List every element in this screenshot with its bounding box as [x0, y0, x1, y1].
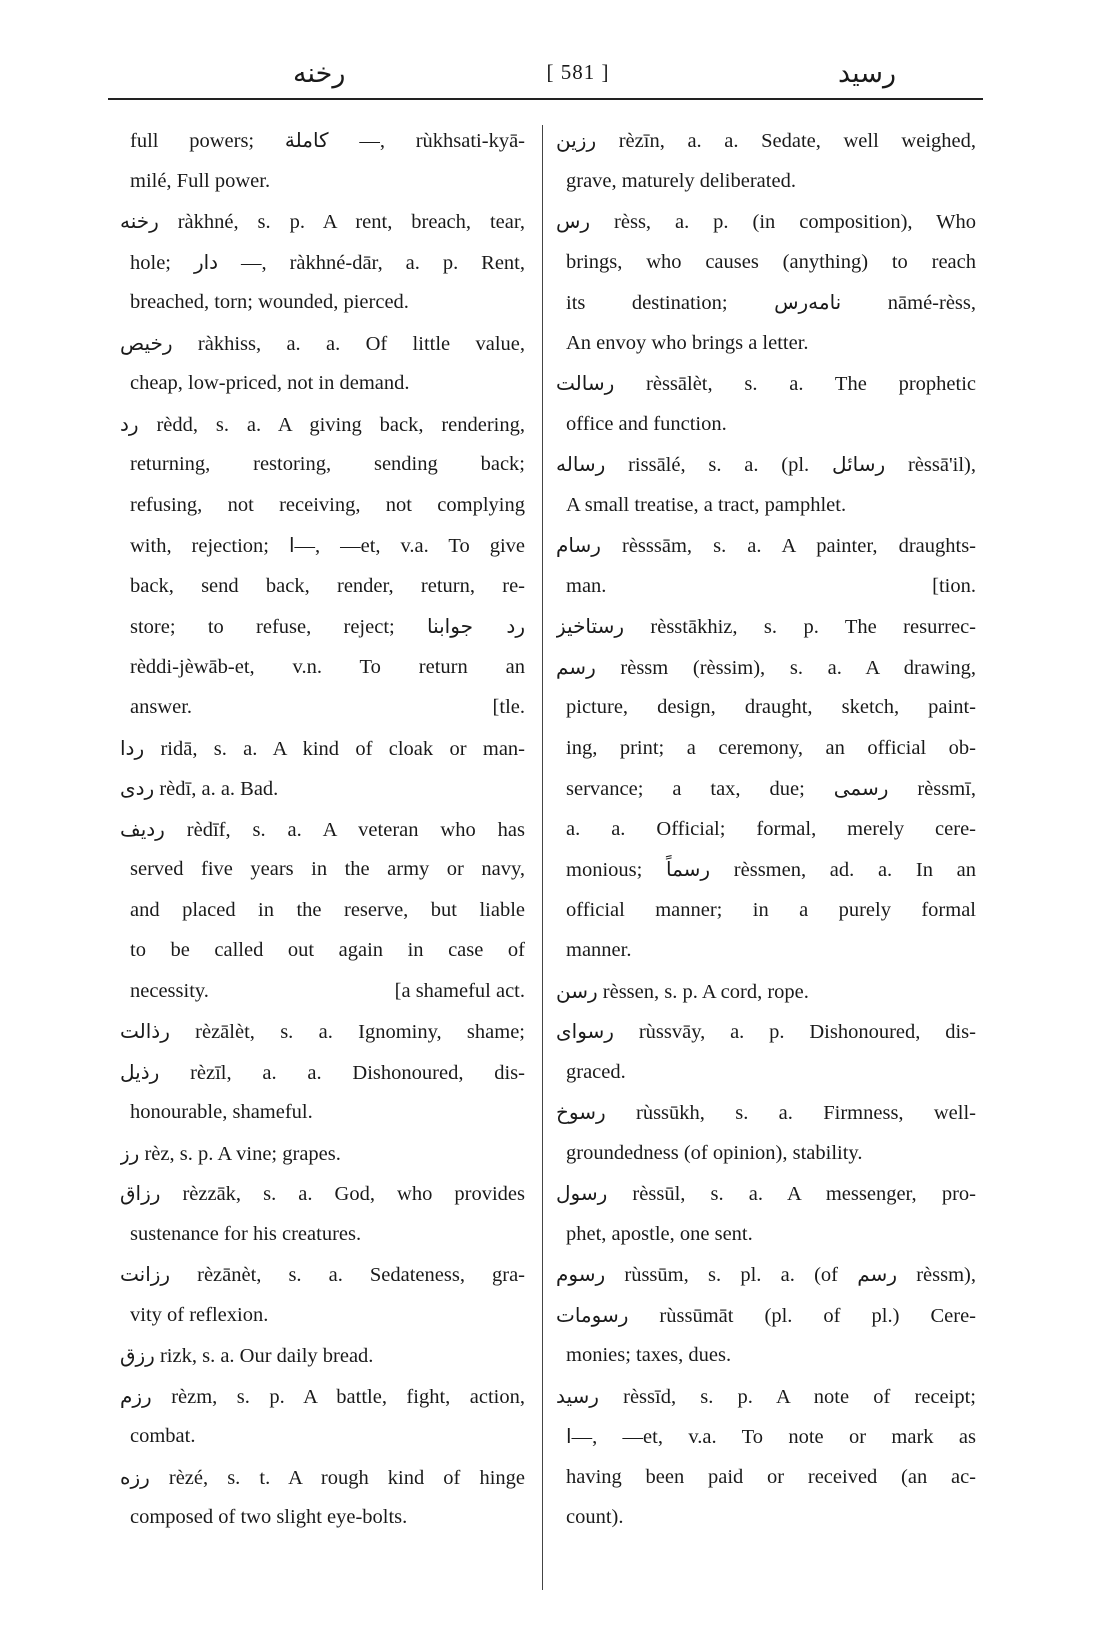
text-line: رزاق rèzzāk, s. a. God, who provides — [120, 1181, 525, 1205]
text-line: refusing, not receiving, not complying — [130, 493, 525, 516]
text-line: monious; رسماً rèssmen, ad. a. In an — [566, 857, 976, 881]
text-line: رسوخ rùssūkh, s. a. Firmness, well- — [556, 1100, 976, 1124]
text-line: milé, Full power. — [130, 169, 271, 192]
text-line: manner. — [566, 939, 632, 961]
text-line: man. [tion. — [566, 574, 976, 597]
text-line: returning, restoring, sending back; — [130, 453, 525, 475]
text-line: رستاخيز rèsstākhiz, s. p. The resurrec- — [556, 614, 976, 638]
text-line: ing, print; a ceremony, an official ob- — [566, 736, 976, 759]
text-line: cheap, low-priced, not in demand. — [130, 372, 410, 394]
text-line: back, send back, render, return, re- — [130, 574, 525, 597]
text-line: served five years in the army or navy, — [130, 858, 525, 880]
text-line: sustenance for his creatures. — [130, 1222, 362, 1245]
text-line: monies; taxes, dues. — [566, 1344, 732, 1366]
text-line: رذيل rèzīl, a. a. Dishonoured, dis- — [120, 1059, 525, 1084]
text-line: groundedness (of opinion), stability. — [566, 1141, 863, 1164]
text-line: رد rèdd, s. a. A giving back, rendering, — [120, 411, 525, 436]
text-line: store; to refuse, reject; رد جوابنا — [130, 614, 525, 638]
text-line: رسن rèssen, s. p. A cord, rope. — [556, 978, 809, 1003]
text-line: رساله rissālé, s. a. (pl. رسائل rèssā'il), — [556, 452, 976, 476]
text-line: رزم rèzm, s. p. A battle, fight, action, — [120, 1383, 525, 1408]
text-line: رسام rèsssām, s. a. A painter, draughts- — [556, 533, 976, 557]
text-line: رخنه ràkhné, s. p. A rent, breach, tear, — [120, 209, 525, 233]
text-line: brings, who causes (anything) to reach — [566, 250, 976, 273]
text-line: A small treatise, a tract, pamphlet. — [566, 493, 847, 516]
text-line: honourable, shameful. — [130, 1101, 313, 1123]
text-line: رزه rèzé, s. t. A rough kind of hinge — [120, 1464, 525, 1489]
running-word-right: رسيد — [838, 58, 896, 89]
text-line: to be called out again in case of — [130, 939, 525, 961]
text-line: vity of reflexion. — [130, 1303, 269, 1326]
header-rule — [108, 98, 983, 100]
text-line: An envoy who brings a letter. — [566, 331, 809, 354]
text-line: رسوم rùssūm, s. pl. a. (of رسم rèssm), — [556, 1262, 976, 1286]
text-line: servance; a tax, due; رسمى rèssmī, — [566, 776, 976, 800]
text-line: its destination; نامه‌رس nāmé-rèss, — [566, 290, 976, 314]
text-line: رسم rèssm (rèssim), s. a. A drawing, — [556, 654, 976, 679]
text-line: official manner; in a purely formal — [566, 898, 976, 921]
text-line: having been paid or received (an ac- — [566, 1465, 976, 1488]
right-column — [556, 120, 976, 1538]
text-line: ا—, —et, v.a. To note or mark as — [566, 1424, 976, 1448]
text-line: رزانت rèzānèt, s. a. Sedateness, gra- — [120, 1262, 525, 1286]
text-line: ردى rèdī, a. a. Bad. — [120, 776, 279, 800]
text-line: necessity. [a shameful act. — [130, 979, 525, 1002]
page-number: [ 581 ] — [546, 60, 610, 84]
text-line: رذالت rèzālèt, s. a. Ignominy, shame; — [120, 1019, 525, 1043]
text-line: رديف rèdīf, s. a. A veteran who has — [120, 816, 525, 841]
text-line: رسومات rùssūmāt (pl. of pl.) Cere- — [556, 1302, 976, 1327]
text-line: answer. [tle. — [130, 696, 525, 718]
text-line: رسيد rèssīd, s. p. A note of receipt; — [556, 1383, 976, 1408]
text-line: composed of two slight eye-bolts. — [130, 1506, 408, 1528]
text-line: count). — [566, 1506, 624, 1528]
text-line: رخيص ràkhiss, a. a. Of little value, — [120, 330, 525, 355]
text-line: رس rèss, a. p. (in composition), Who — [556, 209, 976, 233]
running-word-left: رخنه — [293, 58, 346, 89]
column-divider — [542, 125, 543, 1590]
text-line: رسول rèssūl, s. a. A messenger, pro- — [556, 1181, 976, 1205]
text-line: ردا ridā, s. a. A kind of cloak or man- — [120, 735, 525, 760]
text-line: office and function. — [566, 412, 727, 435]
text-line: breached, torn; wounded, pierced. — [130, 291, 409, 313]
text-line: رز rèz, s. p. A vine; grapes. — [120, 1140, 341, 1165]
text-line: with, rejection; ا—, —et, v.a. To give — [130, 533, 525, 557]
text-line: full powers; كاملة —, rùkhsati-kyā- — [130, 128, 525, 152]
text-line: رسالت rèssālèt, s. a. The prophetic — [556, 371, 976, 395]
text-line: رزين rèzīn, a. a. Sedate, well weighed, — [556, 128, 976, 152]
text-line: and placed in the reserve, but liable — [130, 898, 525, 921]
text-line: رسواى rùssvāy, a. p. Dishonoured, dis- — [556, 1019, 976, 1043]
text-line: rèddi-jèwāb-et, v.n. To return an — [130, 655, 525, 678]
text-line: phet, apostle, one sent. — [566, 1222, 753, 1245]
text-line: grave, maturely deliberated. — [566, 169, 796, 192]
text-line: graced. — [566, 1060, 626, 1083]
page-header — [108, 58, 983, 100]
text-line: رزق rizk, s. a. Our daily bread. — [120, 1343, 374, 1367]
text-line: hole; دار —, ràkhné-dār, a. p. Rent, — [130, 249, 525, 274]
text-line: a. a. Official; formal, merely cere- — [566, 817, 976, 840]
text-line: combat. — [130, 1425, 196, 1447]
left-column — [120, 120, 525, 1538]
text-line: picture, design, draught, sketch, paint- — [566, 696, 976, 718]
